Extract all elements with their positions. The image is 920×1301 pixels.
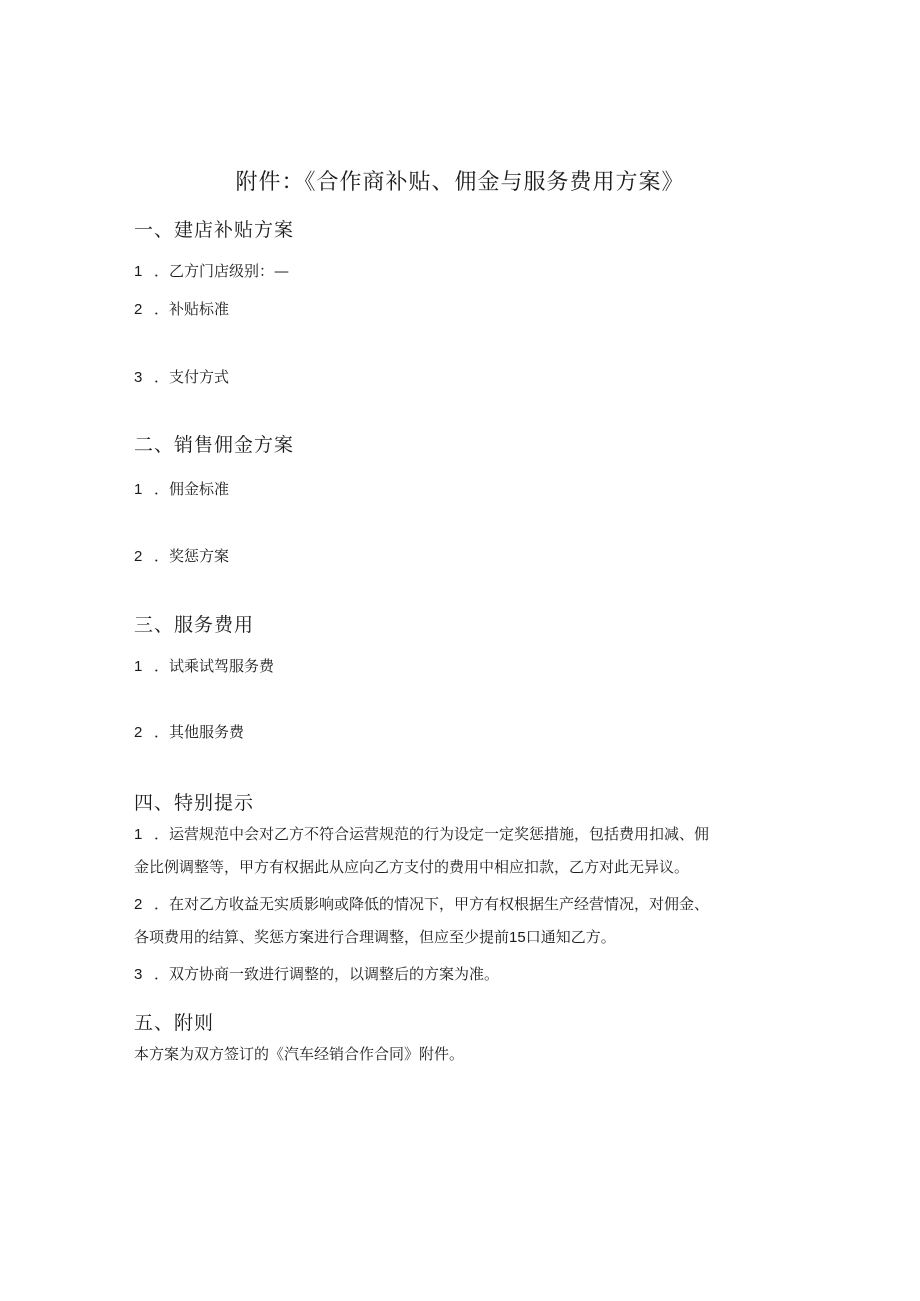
- item-number: 2: [134, 896, 143, 913]
- paragraph-line: [134, 818, 784, 851]
- section-2-item-2: [134, 545, 229, 566]
- paragraph-line: 金比例调整等，甲方有权据此从应向乙方支付的费用中相应扣款，乙方对此无异议。: [134, 858, 690, 876]
- paragraph-number: 15: [509, 929, 526, 946]
- item-number: 3: [134, 369, 143, 386]
- section-heading-1: 一、建店补贴方案: [134, 219, 295, 241]
- section-3-item-2: [134, 721, 244, 742]
- notice-paragraph-3: [134, 958, 784, 991]
- paragraph-text: ．在对乙方收益无实质影响或降低的情况下，甲方有权根据生产经营情况，对佣金、: [154, 895, 710, 913]
- item-number: 1: [134, 826, 143, 843]
- item-text: ．试乘试驾服务费: [154, 657, 275, 675]
- item-number: 2: [134, 301, 143, 318]
- paragraph-text: 口通知乙方。: [525, 928, 616, 946]
- paragraph-text: ．运营规范中会对乙方不符合运营规范的行为设定一定奖惩措施，包括费用扣减、佣: [154, 825, 710, 843]
- item-number: 1: [134, 263, 143, 280]
- notice-paragraph-2: [134, 888, 784, 954]
- document-title: 附件：《合作商补贴、佣金与服务费用方案》: [235, 170, 685, 195]
- section-2-item-1: [134, 478, 229, 499]
- paragraph-line: [134, 958, 784, 991]
- paragraph-text: ．双方协商一致进行调整的，以调整后的方案为准。: [154, 965, 500, 983]
- section-heading-5: 五、附则: [134, 1012, 215, 1034]
- item-number: 3: [134, 966, 143, 983]
- item-number: 2: [134, 548, 143, 565]
- section-1-item-2: [134, 298, 229, 319]
- item-number: 1: [134, 658, 143, 675]
- paragraph-line: [134, 921, 784, 954]
- section-heading-3: 三、服务费用: [134, 614, 255, 636]
- paragraph-line: [134, 888, 784, 921]
- section-1-item-3: [134, 366, 229, 387]
- appendix-paragraph: 本方案为双方签订的《汽车经销合作合同》附件。: [134, 1045, 465, 1063]
- item-number: 1: [134, 481, 143, 498]
- item-text: ．支付方式: [154, 368, 230, 386]
- item-number: 2: [134, 724, 143, 741]
- item-text: ．奖惩方案: [154, 547, 230, 565]
- item-text: ．乙方门店级别：—: [154, 262, 290, 280]
- item-text: ．补贴标准: [154, 300, 230, 318]
- item-text: ．其他服务费: [154, 723, 245, 741]
- section-heading-2: 二、销售佣金方案: [134, 434, 295, 456]
- item-text: ．佣金标准: [154, 480, 230, 498]
- notice-paragraph-1: [134, 818, 784, 884]
- section-3-item-1: [134, 655, 274, 676]
- paragraph-text: 各项费用的结算、奖惩方案进行合理调整，但应至少提前: [134, 928, 510, 946]
- section-1-item-1: [134, 260, 289, 281]
- section-heading-4: 四、特别提示: [134, 792, 255, 814]
